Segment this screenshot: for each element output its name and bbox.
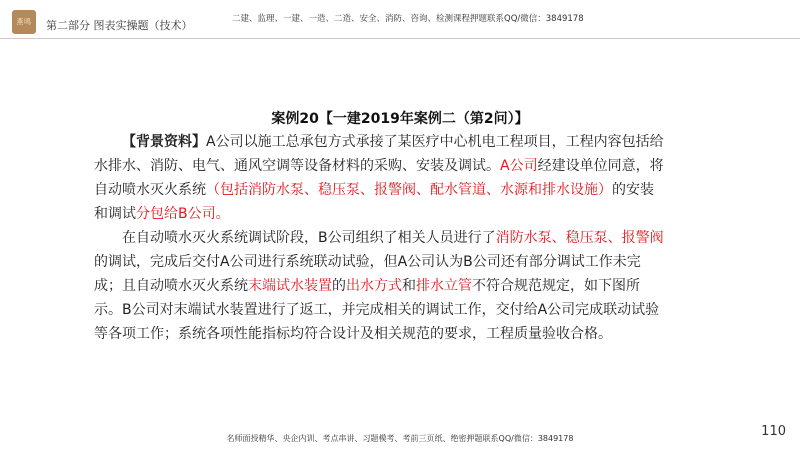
header-contact-text: 二建、监理、一建、一造、二造、安全、消防、咨询、检测课程押题联系QQ/微信：3849178 xyxy=(232,14,584,24)
text-segment: 的调试，完成后交付A公司进行系统联动试验，但A公司认为B公司还有部分调试工作未完成；且自动喷水灭火系统 xyxy=(94,254,641,294)
footer-contact-text: 名师面授精华、央企内训、考点串讲、习题模考、考前三页纸、绝密押题联系QQ/微信：3849178 xyxy=(226,434,574,443)
highlight-segment: 排水立管 xyxy=(416,278,472,294)
text-segment: 经建设单位同意，将自动喷水灭火系统 xyxy=(94,158,664,198)
highlight-segment: 消防水泵、稳压泵、报警阀 xyxy=(495,230,664,246)
text-segment: 不符合规范规定，如下图所示。B公司对末端试水装置进行了返工，并完成相关的调试工作，交付给A公司完成联动试验等各项工作；系统各项性能指标均符合设计及相关规范的要求，工程质量验收合格。 xyxy=(94,278,660,342)
case-title: 案例20【一建2019年案例二（第2问）】 xyxy=(271,111,529,127)
background-label: 【背景资料】 xyxy=(122,134,206,150)
text-segment: 和 xyxy=(402,278,416,294)
text-segment: 的安装和调试 xyxy=(94,182,654,222)
highlight-segment: 末端试水装置 xyxy=(248,278,332,294)
section-title: 第二部分 图表实操题（技术） xyxy=(46,19,193,32)
highlight-segment: 分包给B公司。 xyxy=(136,206,230,222)
text-segment: 在自动喷水灭火系统调试阶段，B公司组织了相关人员进行了 xyxy=(122,230,496,246)
highlight-segment: A公司 xyxy=(500,158,538,174)
text-segment: A公司以施工总承包方式承接了某医疗中心机电工程项目，工程内容包括给水排水、消防、电气、通风空调等设备材料的采购、安装及调试。 xyxy=(94,134,664,174)
publisher-logo: 燕鸣 xyxy=(12,10,36,34)
commissioning-paragraph xyxy=(94,226,664,346)
case-body xyxy=(94,130,664,346)
header-divider xyxy=(0,38,800,39)
text-segment: 的 xyxy=(332,278,346,294)
highlight-segment: 出水方式 xyxy=(346,278,402,294)
page-number: 110 xyxy=(761,424,786,439)
background-paragraph xyxy=(94,130,664,226)
highlight-segment: （包括消防水泵、稳压泵、报警阀、配水管道、水源和排水设施） xyxy=(206,182,612,198)
